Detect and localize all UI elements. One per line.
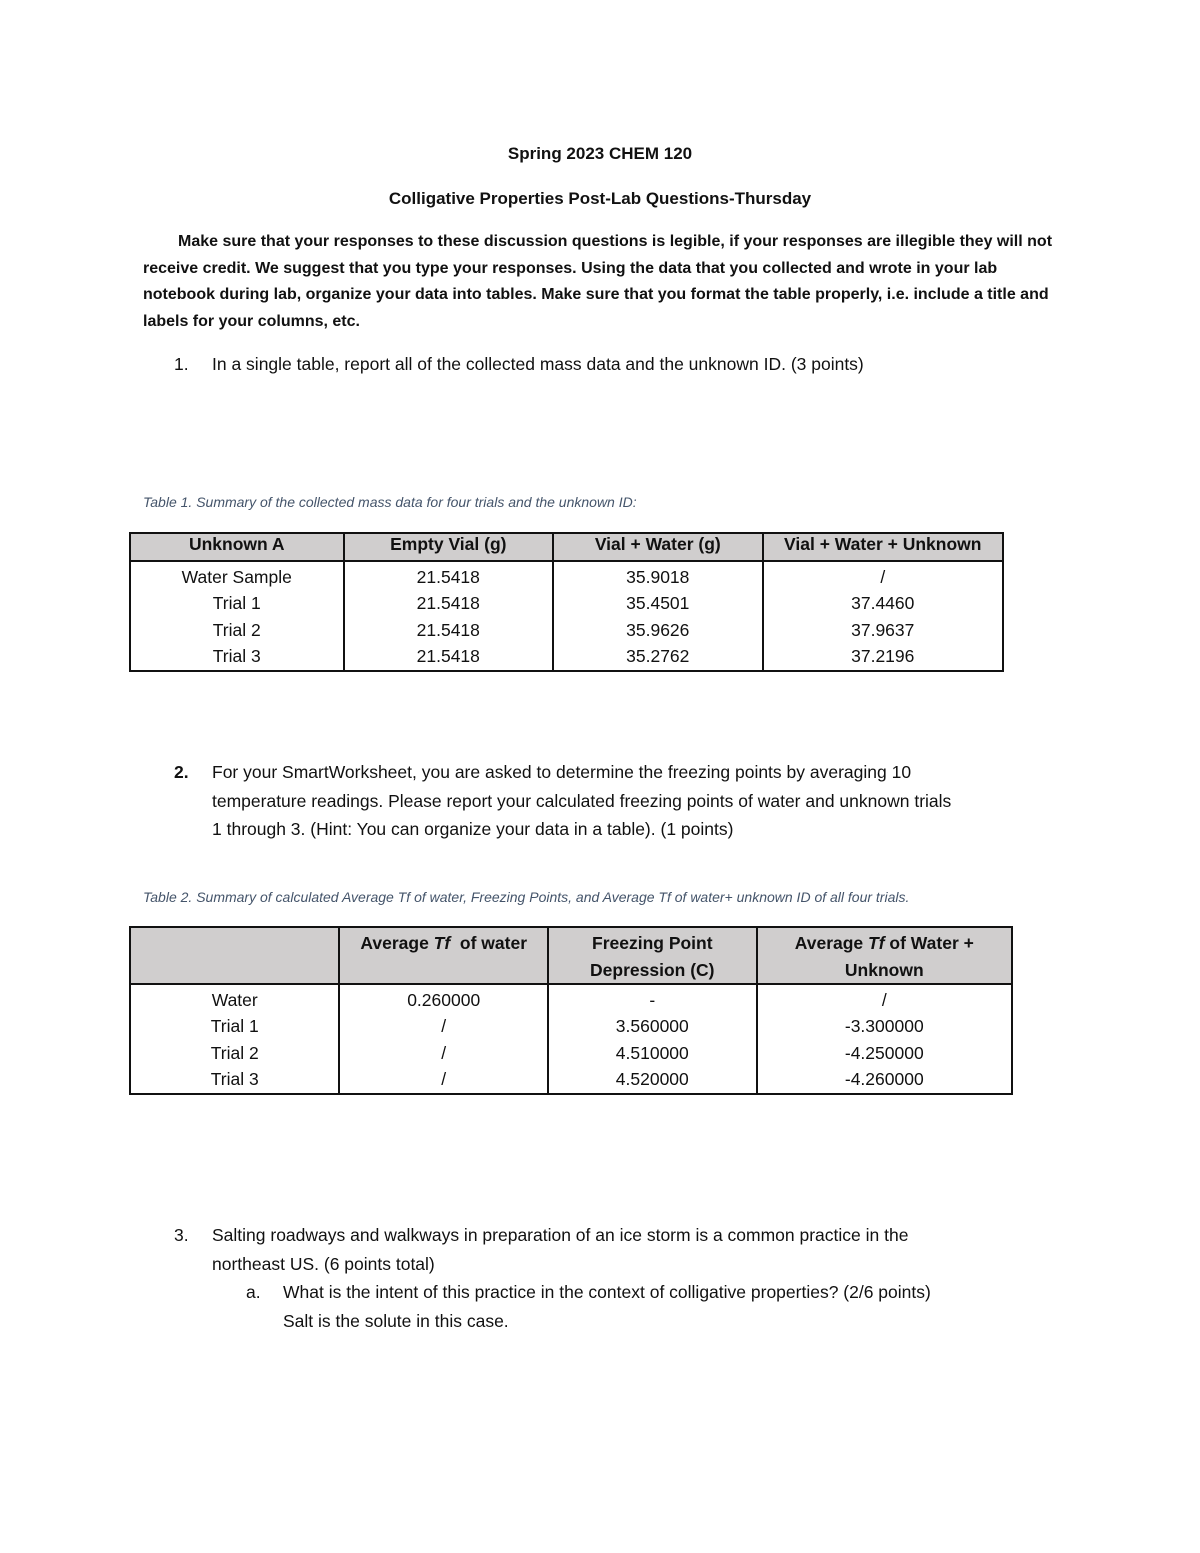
header-average-tf-water	[339, 927, 548, 984]
table-cell: 0.260000	[339, 984, 548, 1014]
header-empty	[130, 927, 339, 984]
question-3a-letter: a.	[246, 1282, 261, 1302]
header-freezing-point-depression	[548, 927, 757, 984]
header-text: Average	[794, 933, 869, 953]
header-line-2: Unknown	[844, 959, 924, 980]
table-cell: -4.250000	[757, 1040, 1012, 1067]
table-cell: 35.9626	[553, 617, 763, 644]
table-cell: Trial 3	[130, 1067, 339, 1095]
table-cell: 21.5418	[344, 644, 554, 672]
table-cell: 37.4460	[763, 591, 1003, 618]
table-2-caption: Table 2. Summary of calculated Average Tf of water, Freezing Points, and Average Tf of water+ unknown ID of all four trials.	[143, 889, 910, 905]
table-cell: 4.510000	[548, 1040, 757, 1067]
table-cell: 3.560000	[548, 1014, 757, 1041]
header-vial-water: Vial + Water (g)	[553, 533, 763, 561]
question-2-line-3: 1 through 3. (Hint: You can organize your data in a table). (1 points)	[212, 819, 734, 839]
table-row	[130, 644, 1003, 672]
table-cell: Trial 1	[130, 591, 344, 618]
table-cell: 35.4501	[553, 591, 763, 618]
header-text: Average	[360, 933, 434, 953]
header-line-2: Depression (C)	[590, 959, 715, 980]
question-3a-answer: Salt is the solute in this case.	[283, 1310, 509, 1331]
tf-symbol: Tf	[868, 933, 885, 953]
table-cell: -4.260000	[757, 1067, 1012, 1095]
question-3-line-2: northeast US. (6 points total)	[212, 1253, 435, 1274]
table-cell: 4.520000	[548, 1067, 757, 1095]
header-empty-vial: Empty Vial (g)	[344, 533, 554, 561]
table-1-caption: Table 1. Summary of the collected mass data for four trials and the unknown ID:	[143, 494, 637, 510]
question-2-line-2: temperature readings. Please report your calculated freezing points of water and unknown trials	[212, 790, 952, 811]
table-cell: -3.300000	[757, 1014, 1012, 1041]
table-row	[130, 984, 1012, 1014]
header-text: of water	[450, 933, 528, 953]
header-average-tf-water-unknown	[757, 927, 1012, 984]
table-row	[130, 617, 1003, 644]
table-cell: 21.5418	[344, 617, 554, 644]
question-2-number: 2.	[174, 762, 189, 782]
table-cell: /	[763, 561, 1003, 591]
table-cell: Trial 2	[130, 617, 344, 644]
question-3-text	[212, 1221, 908, 1278]
course-title: Spring 2023 CHEM 120	[507, 144, 693, 163]
table-header-row	[130, 533, 1003, 561]
question-3-number: 3.	[174, 1225, 189, 1245]
question-2-text	[212, 758, 951, 844]
table-cell: 37.9637	[763, 617, 1003, 644]
header-unknown-a: Unknown A	[130, 533, 344, 561]
header-text: of Water +	[884, 933, 974, 953]
question-3a-prompt: What is the intent of this practice in the context of colligative properties? (2/6 points)	[283, 1282, 931, 1302]
question-1-text: In a single table, report all of the collected mass data and the unknown ID. (3 points)	[212, 354, 864, 374]
table-cell: /	[339, 1067, 548, 1095]
table-row	[130, 1067, 1012, 1095]
table-row	[130, 561, 1003, 591]
table-cell: 35.2762	[553, 644, 763, 672]
table-cell: 21.5418	[344, 591, 554, 618]
question-3-line-1: Salting roadways and walkways in preparation of an ice storm is a common practice in the	[212, 1225, 909, 1245]
instructions-paragraph: Make sure that your responses to these discussion questions is legible, if your responses are illegible they will not receive credit. We suggest that you type your responses. Using the data that you collected and wrote in your lab notebook during lab, organize your data into tables. Make sure that you format the table properly, i.e. include a title and labels for your columns, etc.	[143, 233, 1053, 330]
header-line-1: Freezing Point	[592, 933, 713, 953]
mass-data-table	[129, 532, 1004, 672]
question-1-number: 1.	[174, 354, 189, 374]
table-cell: 21.5418	[344, 561, 554, 591]
freezing-point-table	[129, 926, 1013, 1095]
table-cell: Trial 2	[130, 1040, 339, 1067]
table-cell: 37.2196	[763, 644, 1003, 672]
table-cell: /	[757, 984, 1012, 1014]
table-cell: /	[339, 1014, 548, 1041]
table-row	[130, 1014, 1012, 1041]
table-header-row	[130, 927, 1012, 984]
document-title: Colligative Properties Post-Lab Questions-Thursday	[388, 189, 812, 208]
table-cell: /	[339, 1040, 548, 1067]
table-cell: Water Sample	[130, 561, 344, 591]
table-row	[130, 1040, 1012, 1067]
table-cell: Water	[130, 984, 339, 1014]
question-2-line-1: For your SmartWorksheet, you are asked to determine the freezing points by averaging 10	[212, 762, 912, 782]
table-row	[130, 591, 1003, 618]
table-cell: Trial 1	[130, 1014, 339, 1041]
tf-symbol: Tf	[433, 933, 451, 953]
table-cell: 35.9018	[553, 561, 763, 591]
table-cell: -	[548, 984, 757, 1014]
question-3a-text	[283, 1278, 931, 1335]
header-vial-water-unknown: Vial + Water + Unknown	[763, 533, 1003, 561]
table-cell: Trial 3	[130, 644, 344, 672]
